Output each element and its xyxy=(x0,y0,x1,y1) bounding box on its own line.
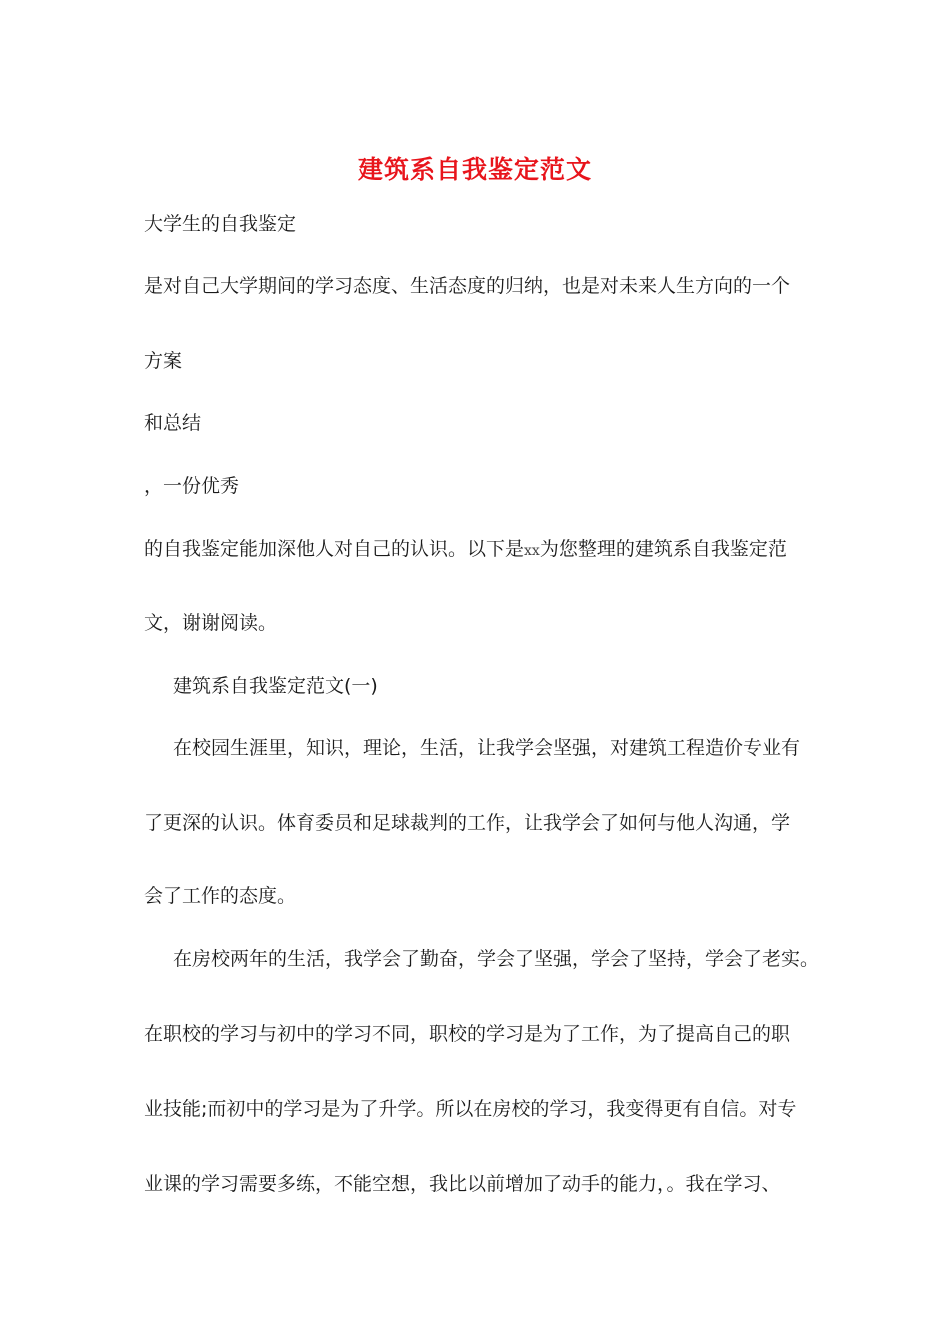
placeholder-text: xx xyxy=(524,543,540,559)
paragraph-line: 在校园生涯里，知识，理论，生活，让我学会坚强，对建筑工程造价专业有 xyxy=(173,737,801,759)
text-line: 文，谢谢阅读。 xyxy=(144,612,278,634)
text-line: 方案 xyxy=(144,350,183,372)
text-line: 是对自己大学期间的学习态度、生活态度的归纳，也是对未来人生方向的一个 xyxy=(144,275,791,297)
paragraph-line: 了更深的认识。体育委员和足球裁判的工作，让我学会了如何与他人沟通，学 xyxy=(144,812,791,834)
section-heading: 建筑系自我鉴定范文(一) xyxy=(173,675,378,697)
paragraph-line: 业课的学习需要多练，不能空想，我比以前增加了动手的能力，。我在学习、 xyxy=(144,1173,781,1195)
text-line xyxy=(144,536,787,564)
text-line: ，一份优秀 xyxy=(144,475,240,497)
text-line: 和总结 xyxy=(144,412,202,434)
text-segment: 的自我鉴定能加深他人对自己的认识。以下是 xyxy=(144,538,525,560)
paragraph-line: 业技能;而初中的学习是为了升学。所以在房校的学习，我变得更有自信。对专 xyxy=(144,1098,797,1120)
paragraph-line: 在房校两年的生活，我学会了勤奋，学会了坚强，学会了坚持，学会了老实。 xyxy=(173,948,820,970)
paragraph-line: 会了工作的态度。 xyxy=(144,885,297,907)
paragraph-line: 在职校的学习与初中的学习不同，职校的学习是为了工作，为了提高自己的职 xyxy=(144,1023,791,1045)
document-title: 建筑系自我鉴定范文 xyxy=(357,155,592,184)
text-line: 大学生的自我鉴定 xyxy=(144,213,297,235)
text-segment: 为您整理的建筑系自我鉴定范 xyxy=(539,538,787,560)
